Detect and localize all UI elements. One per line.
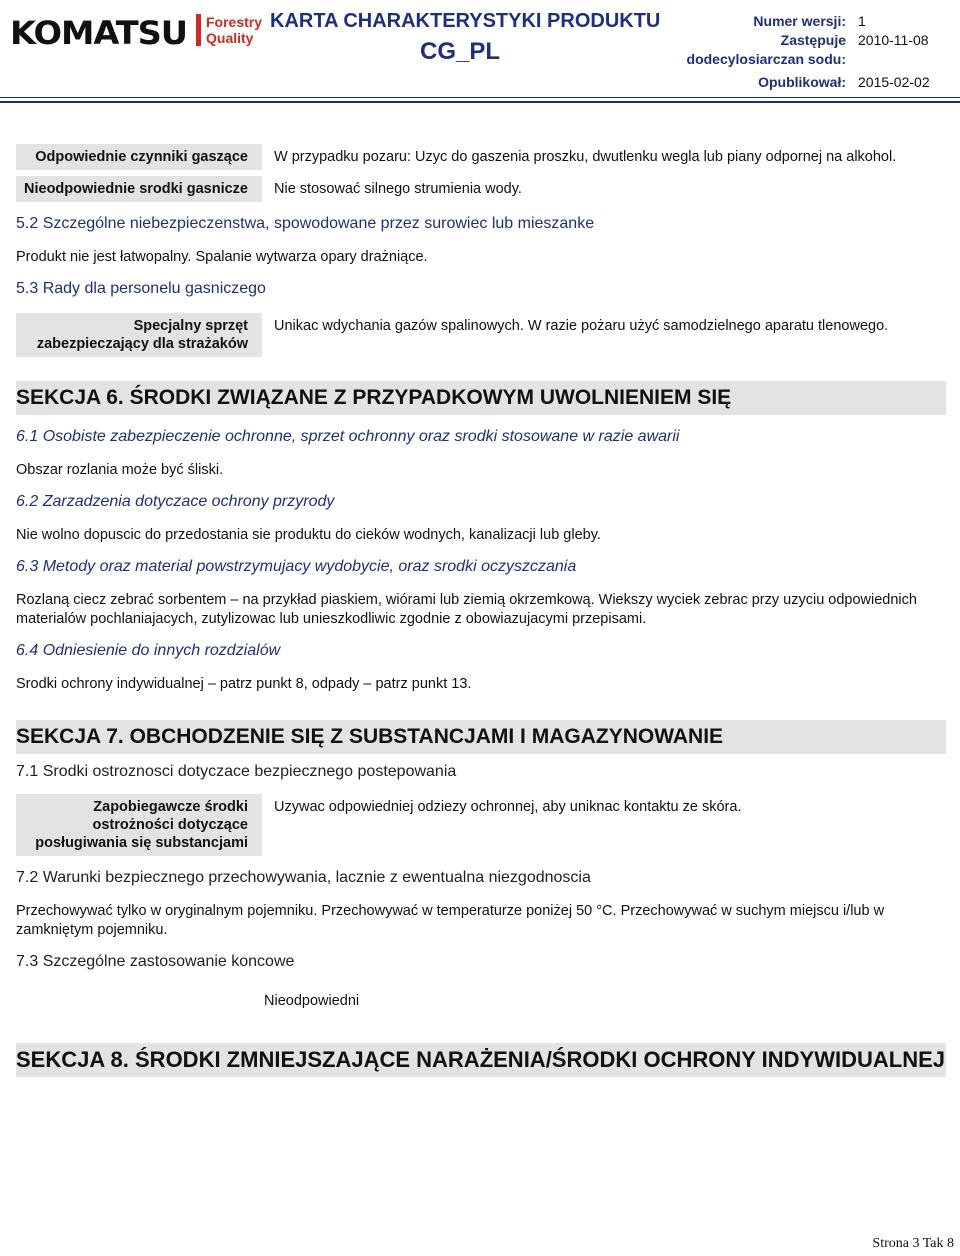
- subsection-7-2: 7.2 Warunki bezpiecznego przechowywania, lacznie z ewentualna niezgodnoscia: [16, 869, 591, 886]
- paragraph-6-1: Obszar rozlania może być śliski.: [16, 462, 224, 478]
- subsection-7-3: 7.3 Szczególne zastosowanie koncowe: [16, 953, 295, 970]
- subsection-7-1: 7.1 Srodki ostroznosci dotyczace bezpiecznego postepowania: [16, 763, 457, 780]
- header-divider: [0, 101, 960, 103]
- firefighter-equipment-label: Specjalny sprzęt zabezpieczający dla strażaków: [16, 313, 262, 357]
- unsuitable-media-value: Nie stosować silnego strumienia wody.: [274, 181, 522, 197]
- firefighter-equipment-value: Unikac wdychania gazów spalinowych. W razie pożaru użyć samodzielnego aparatu tlenowego.: [274, 318, 889, 334]
- komatsu-logo: KOMATSU: [10, 14, 187, 52]
- paragraph-6-2: Nie wolno dopuscic do przedostania sie produktu do cieków wodnych, kanalizacji lub gleby.: [16, 527, 601, 543]
- published-label: Opublikował:: [758, 74, 846, 90]
- paragraph-7-3: Nieodpowiedni: [264, 993, 360, 1009]
- paragraph-5-2: Produkt nie jest łatwopalny. Spalanie wytwarza opary drażniące.: [16, 249, 428, 265]
- subsection-6-1: 6.1 Osobiste zabezpieczenie ochronne, sprzet ochronny oraz srodki stosowane w razie awarii: [16, 428, 680, 445]
- document-code: CG_PL: [420, 38, 501, 65]
- handling-precautions-value: Uzywac odpowiedniej odziezy ochronnej, aby uniknac kontaktu ze skóra.: [274, 799, 742, 815]
- document-meta: [686, 12, 946, 92]
- subsection-6-4: 6.4 Odniesienie do innych rozdzialów: [16, 642, 281, 659]
- product-label: dodecylosiarczan sodu:: [686, 51, 846, 67]
- version-label: Numer wersji:: [753, 13, 846, 29]
- replaces-label: Zastępuje: [780, 32, 846, 48]
- subsection-6-2: 6.2 Zarzadzenia dotyczace ochrony przyrody: [16, 493, 335, 510]
- published-value: 2015-02-02: [858, 74, 930, 90]
- firefighter-equipment-row: [16, 313, 946, 357]
- subsection-6-3: 6.3 Metody oraz material powstrzymujacy wydobycie, oraz srodki oczyszczania: [16, 558, 577, 575]
- version-value: 1: [858, 13, 866, 29]
- paragraph-6-4: Srodki ochrony indywidualnej – patrz punkt 8, odpady – patrz punkt 13.: [16, 676, 472, 692]
- suitable-media-label: Odpowiednie czynniki gaszące: [16, 144, 262, 170]
- subsection-5-3: 5.3 Rady dla personelu gasniczego: [16, 280, 266, 297]
- paragraph-6-3: Rozlaną ciecz zebrać sorbentem – na przykład piaskiem, wiórami lub ziemią okrzemkową. Wiekszy wyciek zebrac przy uzyciu odpowiednich materialów pochlaniajacych, zutylizowac lub unieszkodliwic zgodnie z obowiazujacymi przepisami.: [16, 592, 917, 627]
- unsuitable-media-row: [16, 176, 946, 202]
- page-header: [0, 0, 960, 102]
- document-title: KARTA CHARAKTERYSTYKI PRODUKTU: [270, 10, 661, 32]
- subsection-5-2: 5.2 Szczególne niebezpieczenstwa, spowodowane przez surowiec lub mieszanke: [16, 215, 595, 232]
- forestry-quality-logo: Forestry Quality: [206, 14, 263, 46]
- forestry-quality-mark: [196, 14, 201, 46]
- paragraph-7-2: Przechowywać tylko w oryginalnym pojemniku. Przechowywać w temperaturze poniżej 50 °C. Przechowywać w suchym miejscu i/lub w zamkniętym pojemniku.: [16, 903, 885, 938]
- handling-precautions-label: Zapobiegawcze środki ostrożności dotyczące posługiwania się substancjami: [16, 794, 262, 856]
- section-7-title: SEKCJA 7. OBCHODZENIE SIĘ Z SUBSTANCJAMI I MAGAZYNOWANIE: [16, 720, 946, 754]
- header-divider-thin: [0, 97, 960, 98]
- page-number: Strona 3 Tak 8: [872, 1236, 954, 1251]
- suitable-media-value: W przypadku pozaru: Uzyc do gaszenia proszku, dwutlenku wegla lub piany odpornej na alkohol.: [274, 149, 897, 165]
- document-body: [16, 144, 946, 1077]
- suitable-media-row: [16, 144, 946, 170]
- handling-precautions-row: [16, 794, 946, 856]
- section-6-title: SEKCJA 6. ŚRODKI ZWIĄZANE Z PRZYPADKOWYM UWOLNIENIEM SIĘ: [16, 381, 946, 415]
- unsuitable-media-label: Nieodpowiednie srodki gasnicze: [16, 176, 262, 202]
- replaces-value: 2010-11-08: [858, 32, 929, 48]
- section-8-title: SEKCJA 8. ŚRODKI ZMNIEJSZAJĄCE NARAŻENIA/ŚRODKI OCHRONY INDYWIDUALNEJ: [16, 1043, 946, 1077]
